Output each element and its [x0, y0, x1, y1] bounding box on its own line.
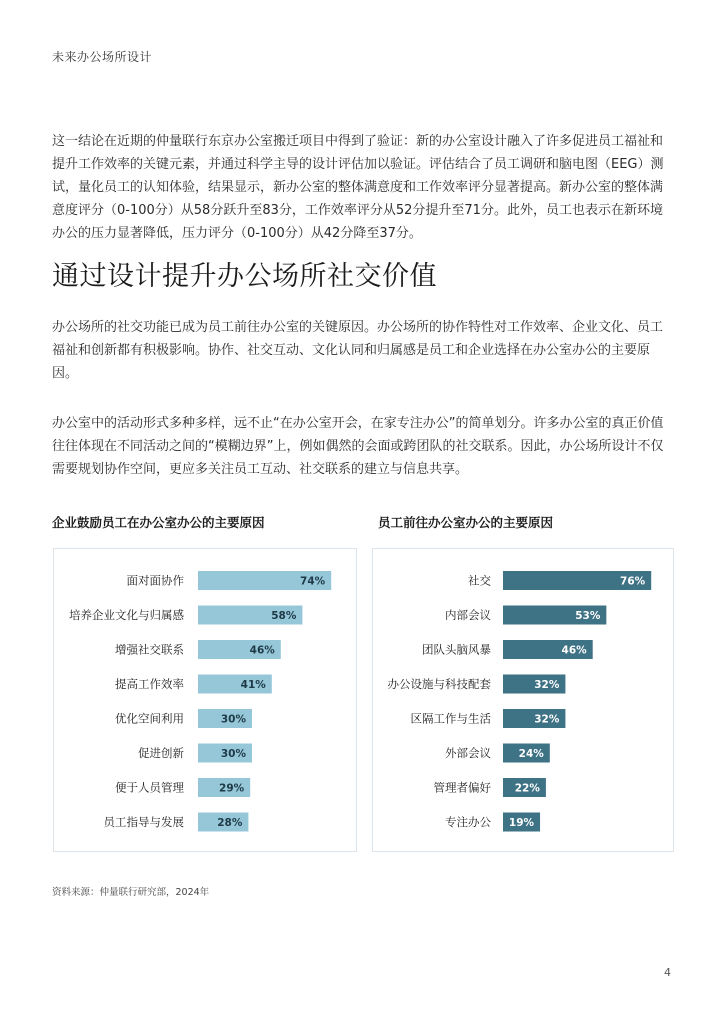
- value-label: 24%: [518, 748, 544, 760]
- value-label: 28%: [217, 817, 243, 829]
- category-label: 社交: [468, 573, 491, 588]
- value-label: 41%: [240, 679, 266, 691]
- category-label: 员工指导与发展: [103, 815, 184, 829]
- value-label: 29%: [219, 782, 245, 795]
- value-label: 76%: [620, 575, 646, 588]
- category-label: 外部会议: [445, 746, 491, 760]
- category-label: 面对面协作: [126, 573, 184, 588]
- source-note: 资料来源：仲量联行研究部，2024年: [52, 887, 210, 898]
- chart-title-employee: 员工前往办公室办公的主要原因: [378, 515, 554, 530]
- value-label: 46%: [249, 644, 275, 657]
- category-label: 区隔工作与生活: [410, 711, 491, 726]
- body-paragraph-1: 办公场所的社交功能已成为员工前往办公室的关键原因。办公场所的协作特性对工作效率、企业文化、员工福祉和创新都有积极影响。协作、社交互动、文化认同和归属感是员工和企业选择在办公室办公的主要原因。: [52, 320, 664, 381]
- chart-box-employee: [372, 548, 674, 852]
- value-label: 32%: [534, 679, 560, 691]
- value-label: 46%: [561, 644, 587, 657]
- value-label: 32%: [534, 713, 560, 726]
- category-label: 团队头脑风暴: [422, 642, 491, 657]
- category-label: 管理者偏好: [433, 780, 491, 795]
- value-label: 58%: [271, 610, 297, 622]
- category-label: 办公设施与科技配套: [387, 677, 491, 691]
- value-label: 53%: [575, 610, 601, 622]
- value-label: 74%: [300, 575, 326, 588]
- bar-chart-employee: [373, 549, 673, 851]
- running-header: 未来办公场所设计: [52, 50, 153, 64]
- bar-chart-employer: [54, 549, 356, 851]
- chart-box-employer: [53, 548, 357, 852]
- intro-paragraph: 这一结论在近期的仲量联行东京办公室搬迁项目中得到了验证：新的办公室设计融入了许多促进员工福祉和提升工作效率的关键元素，并通过科学主导的设计评估加以验证。评估结合了员工调研和脑电图（EEG）测试，量化员工的认知体验，结果显示，新办公室的整体满意度和工作效率评分显著提高。新办公室的整体满意度评分（0-100分）从58分跃升至83分，工作效率评分从52分提升至71分。此外，员工也表示在新环境办公的压力显著降低，压力评分（0-100分）从42分降至37分。: [52, 134, 664, 241]
- category-label: 优化空间利用: [115, 711, 184, 726]
- section-heading: 通过设计提升办公场所社交价值: [52, 261, 437, 292]
- category-label: 提高工作效率: [115, 677, 184, 691]
- body-paragraph-2: 办公室中的活动形式多种多样，远不止“在办公室开会，在家专注办公”的简单划分。许多办公室的真正价值往往体现在不同活动之间的“模糊边界”上，例如偶然的会面或跨团队的社交联系。因此，办公场所设计不仅需要规划协作空间，更应多关注员工互动、社交联系的建立与信息共享。: [52, 416, 664, 477]
- page-number: 4: [664, 966, 671, 979]
- category-label: 便于人员管理: [115, 780, 184, 795]
- chart-title-employer: 企业鼓励员工在办公室办公的主要原因: [52, 515, 265, 530]
- value-label: 30%: [220, 713, 246, 726]
- category-label: 内部会议: [445, 608, 491, 622]
- value-label: 22%: [514, 782, 540, 795]
- value-label: 19%: [508, 817, 535, 829]
- category-label: 培养企业文化与归属感: [69, 608, 184, 622]
- category-label: 专注办公: [445, 815, 491, 829]
- value-label: 30%: [220, 748, 246, 760]
- category-label: 增强社交联系: [115, 642, 184, 657]
- category-label: 促进创新: [138, 746, 184, 760]
